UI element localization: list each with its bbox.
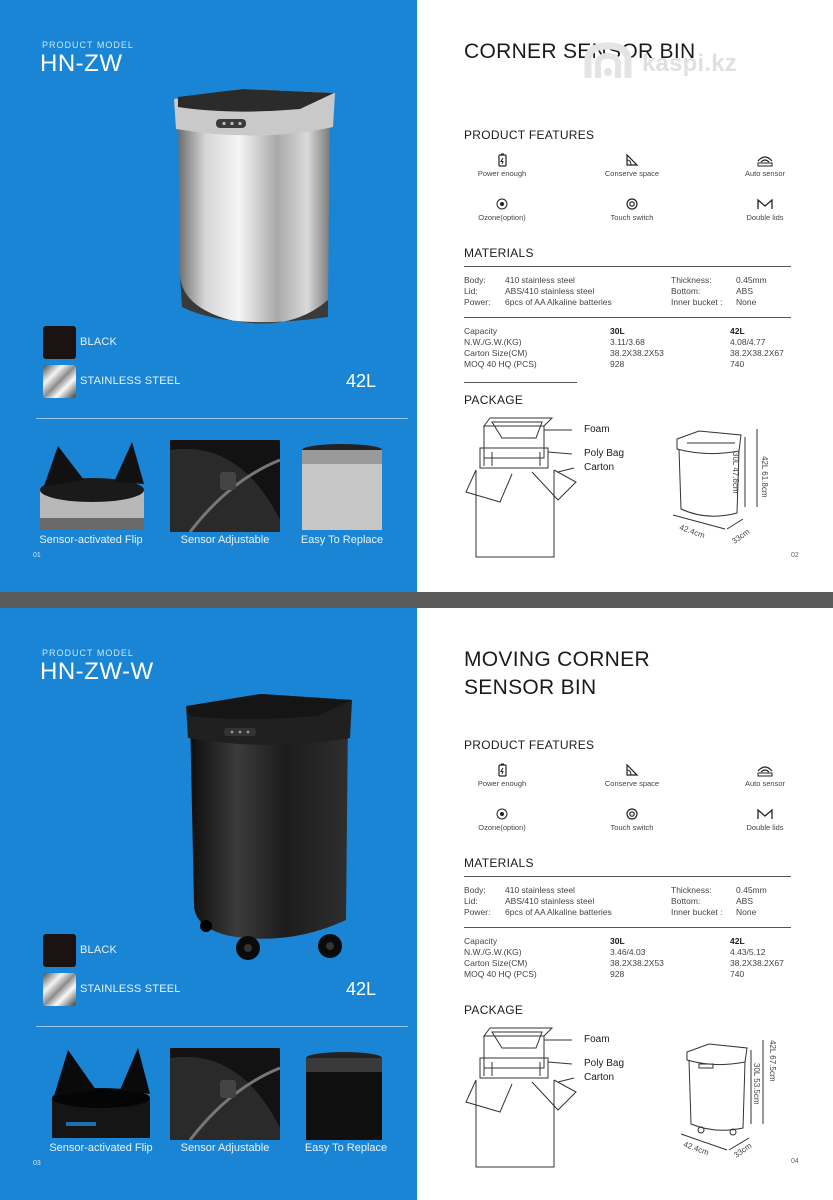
feature-label: Ozone(option) — [478, 213, 526, 222]
spec-row-label: MOQ 40 HQ (PCS) — [464, 359, 537, 369]
feature-label: Auto sensor — [744, 169, 786, 178]
feature-label: Touch switch — [610, 213, 654, 222]
thumb-caption-flip: Sensor-activated Flip — [49, 1142, 153, 1154]
feature-label: Touch switch — [610, 823, 654, 832]
features-heading: PRODUCT FEATURES — [464, 738, 595, 752]
dim-height-42l: 42L 67.5cm — [768, 1040, 777, 1082]
kaspi-watermark-text: kaspi.kz — [642, 50, 737, 77]
feature-ozone — [457, 807, 547, 832]
col-30l-header: 30L — [610, 936, 625, 946]
lid-value: ABS/410 stainless steel — [505, 286, 595, 296]
materials-labels-left — [464, 275, 490, 308]
thumb-caption-adjustable: Sensor Adjustable — [180, 1142, 270, 1154]
package-label-foam: Foam — [584, 424, 610, 435]
feature-label: Conserve space — [604, 779, 660, 788]
bottom-value: ABS — [736, 896, 754, 906]
thumb-sensor — [170, 440, 280, 532]
package-label-carton: Carton — [584, 1072, 615, 1083]
specs-labels — [464, 936, 537, 980]
specs-42l — [730, 326, 784, 370]
lid-label: Lid: — [464, 896, 478, 906]
spec-value: 740 — [730, 359, 745, 369]
ozone-icon — [495, 807, 509, 821]
capacity-label: 42L — [346, 371, 377, 391]
spec-value: 928 — [610, 359, 625, 369]
color-swatch-black — [43, 934, 76, 967]
spec-row-label: N.W./G.W.(KG) — [464, 947, 522, 957]
spec-value: 38.2X38.2X67 — [730, 348, 784, 358]
spec-value: 4.08/4.77 — [730, 337, 766, 347]
product-model-code: HN-ZW-W — [40, 658, 154, 685]
col-30l-header: 30L — [610, 326, 625, 336]
specs-30l — [610, 326, 664, 370]
package-label-foam: Foam — [584, 1034, 610, 1045]
product-panel — [0, 0, 417, 592]
color-swatch-stainless — [43, 973, 76, 1006]
product-title — [464, 646, 650, 702]
feature-power — [457, 763, 547, 788]
thumb-inner-bucket — [300, 440, 410, 532]
package-label-polybag: Poly Bag — [584, 448, 625, 459]
divider-line — [36, 1026, 408, 1027]
materials-labels-right — [671, 885, 723, 918]
body-label: Body: — [464, 885, 486, 895]
materials-rule — [464, 876, 791, 877]
feature-label: Ozone(option) — [478, 823, 526, 832]
materials-heading: MATERIALS — [464, 246, 534, 260]
specs-30l — [610, 936, 664, 980]
materials-values-left — [505, 275, 612, 308]
thickness-value: 0.45mm — [736, 275, 767, 285]
materials-values-right — [736, 885, 767, 918]
product-model-label: PRODUCT MODEL — [42, 648, 134, 658]
double-lids-icon — [756, 197, 774, 211]
page-number-left: 01 — [33, 552, 41, 559]
product-model-label: PRODUCT MODEL — [42, 40, 134, 50]
sensor-wave-icon — [755, 153, 775, 167]
feature-lids — [720, 807, 810, 832]
thumb-open-lids — [36, 440, 146, 532]
specs-42l — [730, 936, 784, 980]
spec-value: 38.2X38.2X53 — [610, 348, 664, 358]
spec-row-label: MOQ 40 HQ (PCS) — [464, 969, 537, 979]
power-label: Power: — [464, 907, 491, 917]
product-title-line1: CORNER SENSOR BIN — [464, 40, 696, 63]
page-number-right: 02 — [791, 552, 799, 559]
spec-value: 38.2X38.2X53 — [610, 958, 664, 968]
feature-touch — [587, 197, 677, 222]
thumb-caption-replace: Easy To Replace — [304, 1142, 388, 1154]
thumb-caption-replace: Easy To Replace — [300, 534, 384, 546]
thickness-label: Thickness: — [671, 275, 712, 285]
feature-label: Double lids — [746, 823, 784, 832]
body-value: 410 stainless steel — [505, 885, 575, 895]
feature-sensor — [720, 763, 810, 788]
product-title-line2: SENSOR BIN — [464, 676, 597, 699]
dim-width-42: 42.4cm — [678, 522, 706, 541]
feature-label: Auto sensor — [744, 779, 786, 788]
page-number-left: 03 — [33, 1160, 41, 1167]
product-model-code: HN-ZW — [40, 50, 123, 77]
product-panel — [0, 608, 417, 1200]
package-heading: PACKAGE — [464, 1003, 524, 1017]
sensor-wave-icon — [755, 763, 775, 777]
package-label-polybag: Poly Bag — [584, 1058, 625, 1069]
dim-width-42: 42.4cm — [682, 1139, 710, 1158]
inner-bucket-value: None — [736, 297, 757, 307]
dim-depth-33: 33cm — [730, 527, 752, 546]
features-heading: PRODUCT FEATURES — [464, 128, 595, 142]
spec-value: 740 — [730, 969, 745, 979]
color-swatch-black — [43, 326, 76, 359]
stainless-bin-image — [170, 85, 340, 330]
black-wheeled-bin-image — [180, 690, 360, 970]
touch-switch-icon — [625, 807, 639, 821]
spec-row-label: Capacity — [464, 326, 498, 336]
color-swatch-stainless — [43, 365, 76, 398]
bottom-label: Bottom: — [671, 896, 701, 906]
spec-row-label: Carton Size(CM) — [464, 348, 528, 358]
body-label: Body: — [464, 275, 486, 285]
bin-dimension-diagram — [679, 1038, 779, 1158]
package-rule — [464, 382, 577, 383]
spec-row-label: N.W./G.W.(KG) — [464, 337, 522, 347]
specs-rule — [464, 927, 791, 928]
body-value: 410 stainless steel — [505, 275, 575, 285]
inner-bucket-value: None — [736, 907, 757, 917]
feature-label: Double lids — [746, 213, 784, 222]
thumb-caption-adjustable: Sensor Adjustable — [180, 534, 270, 546]
package-label-carton: Carton — [584, 462, 615, 473]
spec-value: 928 — [610, 969, 625, 979]
spec-panel — [417, 608, 833, 1200]
inner-bucket-label: Inner bucket : — [671, 907, 723, 917]
spec-value: 3.11/3.68 — [610, 337, 645, 347]
color-label-stainless: STAINLESS STEEL — [80, 375, 181, 387]
power-value: 6pcs of AA Alkaline batteries — [505, 297, 612, 307]
dim-depth-33: 33cm — [732, 1141, 754, 1160]
spec-row-label: Carton Size(CM) — [464, 958, 528, 968]
feature-label: Power enough — [477, 779, 527, 788]
package-heading: PACKAGE — [464, 393, 524, 407]
feature-space — [587, 763, 677, 788]
product-title-line1: MOVING CORNER — [464, 648, 650, 671]
ozone-icon — [495, 197, 509, 211]
materials-labels-right — [671, 275, 723, 308]
feature-label: Conserve space — [604, 169, 660, 178]
specs-rule — [464, 317, 791, 318]
materials-values-right — [736, 275, 767, 308]
catalog-spread-1 — [0, 0, 833, 592]
power-label: Power: — [464, 297, 491, 307]
materials-heading: MATERIALS — [464, 856, 534, 870]
catalog-spread-2 — [0, 608, 833, 1200]
triangle-ruler-icon — [625, 763, 639, 777]
spec-value: 4.43/5.12 — [730, 947, 766, 957]
col-42l-header: 42L — [730, 936, 745, 946]
thickness-label: Thickness: — [671, 885, 712, 895]
thumb-sensor — [170, 1048, 280, 1140]
color-label-stainless: STAINLESS STEEL — [80, 983, 181, 995]
bottom-label: Bottom: — [671, 286, 701, 296]
lid-label: Lid: — [464, 286, 478, 296]
thumb-open-lids — [46, 1048, 156, 1140]
feature-label: Power enough — [477, 169, 527, 178]
lid-value: ABS/410 stainless steel — [505, 896, 595, 906]
dim-height-42l: 42L 61.8cm — [760, 456, 769, 498]
touch-switch-icon — [625, 197, 639, 211]
feature-touch — [587, 807, 677, 832]
battery-icon — [495, 763, 509, 777]
spec-value: 38.2X38.2X67 — [730, 958, 784, 968]
package-box-diagram — [462, 1022, 592, 1172]
triangle-ruler-icon — [625, 153, 639, 167]
battery-icon — [495, 153, 509, 167]
color-label-black: BLACK — [80, 944, 118, 956]
feature-ozone — [457, 197, 547, 222]
color-label-black: BLACK — [80, 336, 118, 348]
inner-bucket-label: Inner bucket : — [671, 297, 723, 307]
thumb-caption-flip: Sensor-activated Flip — [39, 534, 143, 546]
spread-divider — [0, 592, 833, 608]
dim-height-30l: 30L 47.8cm — [731, 452, 740, 494]
bottom-value: ABS — [736, 286, 754, 296]
spec-panel — [417, 0, 833, 592]
specs-labels — [464, 326, 537, 370]
capacity-label: 42L — [346, 979, 377, 999]
col-42l-header: 42L — [730, 326, 745, 336]
materials-rule — [464, 266, 791, 267]
spec-row-label: Capacity — [464, 936, 498, 946]
kaspi-logo-icon — [580, 42, 636, 86]
feature-sensor — [720, 153, 810, 178]
materials-values-left — [505, 885, 612, 918]
thumb-inner-bucket — [304, 1048, 414, 1140]
thickness-value: 0.45mm — [736, 885, 767, 895]
page-number-right: 04 — [791, 1158, 799, 1165]
kaspi-watermark — [580, 42, 737, 86]
package-box-diagram — [462, 412, 592, 562]
feature-space — [587, 153, 677, 178]
spec-value: 3.46/4.03 — [610, 947, 646, 957]
dim-height-30l: 30L 53.5cm — [752, 1063, 761, 1105]
double-lids-icon — [756, 807, 774, 821]
feature-power — [457, 153, 547, 178]
power-value: 6pcs of AA Alkaline batteries — [505, 907, 612, 917]
materials-labels-left — [464, 885, 490, 918]
feature-lids — [720, 197, 810, 222]
divider-line — [36, 418, 408, 419]
